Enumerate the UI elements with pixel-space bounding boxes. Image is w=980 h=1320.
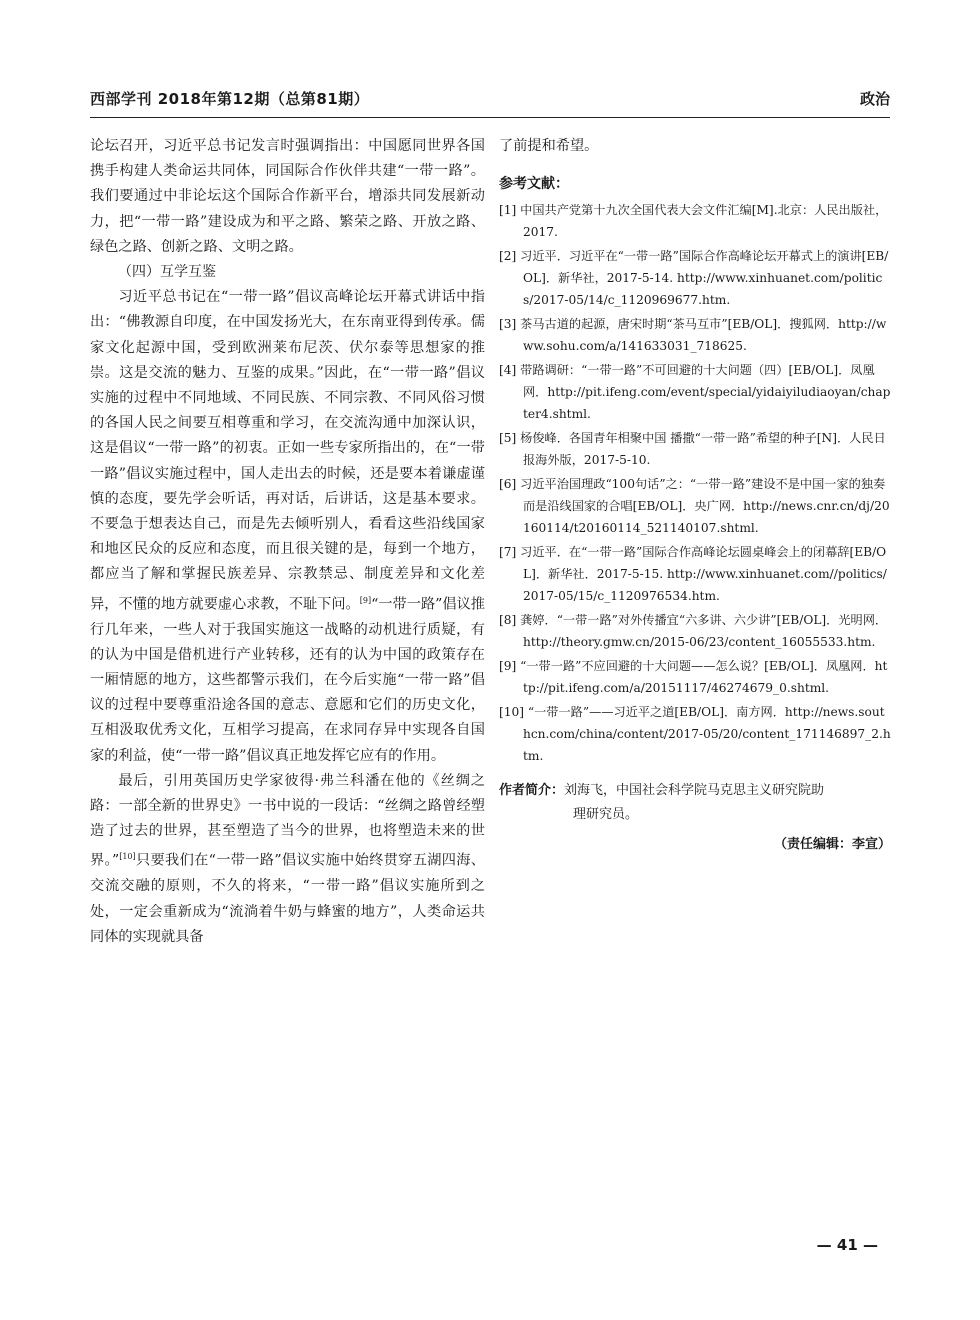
author-bio-text-cont: 理研究员。: [573, 807, 639, 823]
journal-title: 西部学刊 2018年第12期（总第81期）: [90, 90, 370, 108]
left-column: [90, 134, 485, 950]
reference-item: [2] 习近平．习近平在“一带一路”国际合作高峰论坛开幕式上的演讲[EB/OL]．新华社，2017-5-14. http://www.xinhuanet.com/politics/2017-05/14/c_1120969677.htm.: [499, 249, 889, 308]
reference-item: [5] 杨俊峰．各国青年相聚中国 播撒“一带一路”希望的种子[N]．人民日报海外版，2017-5-10.: [499, 431, 886, 468]
citation-marker: [10]: [119, 852, 136, 862]
responsible-editor: （责任编辑：李宣）: [773, 837, 891, 853]
reference-item: [3] 茶马古道的起源，唐宋时期“茶马互市”[EB/OL]．搜狐网．http://www.sohu.com/a/141633031_718625.: [499, 317, 887, 354]
paragraph-forum: 论坛召开，习近平总书记发言时强调指出：中国愿同世界各国携手构建人类命运共同体，同国际合作伙伴共建“一带一路”。我们要通过中非论坛这个国际合作新平台，增添共同发展新动力，把“一带一路”建设成为和平之路、繁荣之路、开放之路、绿色之路、创新之路、文明之路。: [90, 138, 485, 255]
paragraph-text: 最后，引用英国历史学家彼得·弗兰科潘在他的《丝绸之路：一部全新的世界史》一书中说的一段话：“丝绸之路曾经塑造了过去的世界，甚至塑造了当今的世界，也将塑造未来的世界。”: [90, 772, 485, 870]
reference-item: [6] 习近平治国理政“100句话”之：“一带一路”建设不是中国一家的独奏 而是沿线国家的合唱[EB/OL]．央广网．http://news.cnr.cn/dj/20160114/t20160114_521140107.shtml.: [499, 477, 890, 536]
subsection-heading: （四）互学互鉴: [118, 264, 216, 281]
right-column: [499, 134, 891, 852]
citation-marker: [9]: [359, 595, 372, 605]
reference-item: [9] “一带一路”不应回避的十大问题——怎么说？[EB/OL]．凤凰网．http://pit.ifeng.com/a/20151117/46274679_0.shtml.: [499, 659, 888, 696]
reference-item: [4] 带路调研：“一带一路”不可回避的十大问题（四）[EB/OL]．凤凰网．http://pit.ifeng.com/event/special/yidaiyiludiaoyan/chapter4.shtml.: [499, 363, 891, 422]
page-number: — 41 —: [816, 1236, 878, 1254]
paragraph-text: 习近平总书记在“一带一路”倡议高峰论坛开幕式讲话中指出：“佛教源自印度，在中国发扬光大，在东南亚得到传承。儒家文化起源中国，受到欧洲莱布尼茨、伏尔泰等思想家的推崇。这是交流的魅力、互鉴的成果。”因此，在“一带一路”倡议实施的过程中不同地域、不同民族、不同宗教、不同风俗习惯的各国人民之间要互相尊重和学习，在交流沟通中加深认识，这是倡议“一带一路”的初衷。正如一些专家所指出的，在“一带一路”倡议实施过程中，国人走出去的时候，还是要本着谦虚谨慎的态度，要先学会听话，再对话，后讲话，这是基本要求。不要急于想表达自己，而是先去倾听别人，看看这些沿线国家和地区民众的反应和态度，而且很关键的是，每到一个地方，都应当了解和掌握民族差异、宗教禁忌、制度差异和文化差异，不懂的地方就要虚心求教，不耻下问。: [90, 289, 485, 613]
author-bio-text: 刘海飞，中国社会科学院马克思主义研究院助: [564, 783, 825, 799]
reference-item: [10] “一带一路”——习近平之道[EB/OL]．南方网．http://news.southcn.com/china/content/2017-05/20/content_171146897_2.htm.: [499, 705, 891, 764]
paragraph-continuation: 了前提和希望。: [499, 138, 599, 154]
author-bio: [499, 779, 891, 827]
header-rule: [90, 117, 890, 118]
paragraph-mutual-learning: [90, 285, 485, 769]
page-header: [90, 88, 890, 110]
references-heading: 参考文献：: [499, 176, 569, 193]
paragraph-text: “一带一路”倡议推行几年来，一些人对于我国实施这一战略的动机进行质疑，有的认为中国是借机进行产业转移，还有的认为中国的政策存在一厢情愿的地方，这些都警示我们，在今后实施“一带一路”倡议的过程中要尊重沿途各国的意志、意愿和它们的历史文化，互相汲取优秀文化，互相学习提高，在求同存异中实现各自国家的利益，使“一带一路”倡议真正地发挥它应有的作用。: [90, 596, 485, 764]
section-label: 政治: [859, 90, 890, 108]
reference-item: [1] 中国共产党第十九次全国代表大会文件汇编[M].北京：人民出版社，2017.: [499, 203, 888, 240]
reference-item: [8] 龚婷．“一带一路”对外传播宜“六多讲、六少讲”[EB/OL]．光明网．http://theory.gmw.cn/2015-06/23/content_16055533.htm.: [499, 613, 888, 650]
paragraph-conclusion: [90, 769, 485, 950]
reference-item: [7] 习近平．在“一带一路”国际合作高峰论坛圆桌峰会上的闭幕辞[EB/OL]．新华社．2017-5-15. http://www.xinhuanet.com//politics/2017-05/15/c_1120976534.htm.: [499, 545, 887, 604]
references-list: [499, 199, 891, 767]
author-bio-label: 作者简介：: [499, 783, 565, 799]
paragraph-text: 只要我们在“一带一路”倡议实施中始终贯穿五湖四海、交流交融的原则，不久的将来，“一带一路”倡议实施所到之处，一定会重新成为“流淌着牛奶与蜂蜜的地方”，人类命运共同体的实现就具备: [90, 853, 485, 945]
